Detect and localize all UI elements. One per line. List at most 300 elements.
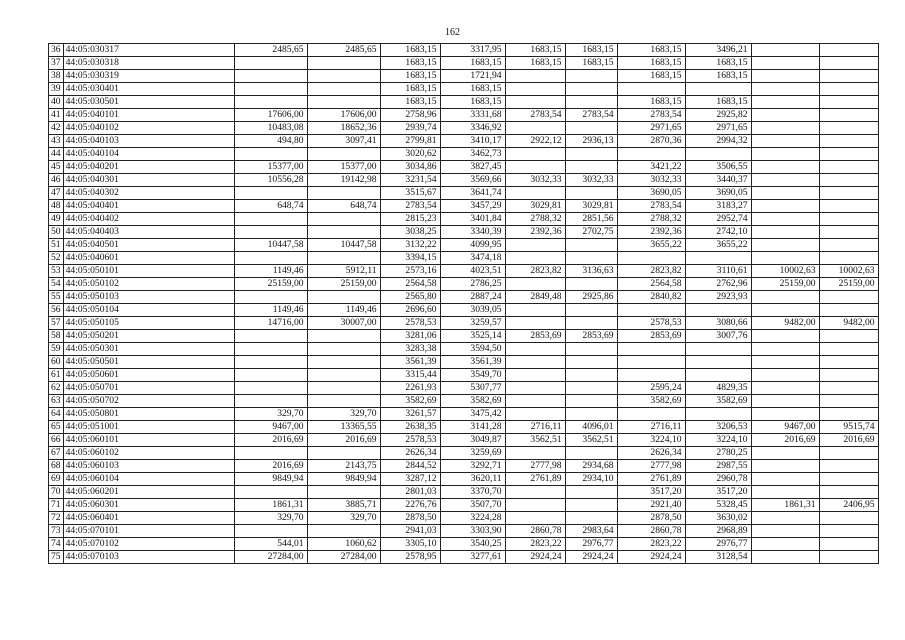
table-row	[49, 382, 879, 395]
row-number-cell: 59	[49, 343, 64, 356]
table-row	[49, 499, 879, 512]
value-cell	[685, 304, 751, 317]
value-cell	[565, 382, 617, 395]
value-cell: 2936,13	[565, 135, 617, 148]
table-row	[49, 460, 879, 473]
value-cell	[819, 70, 878, 83]
value-cell: 3038,25	[380, 226, 440, 239]
value-cell: 2780,25	[685, 447, 751, 460]
value-cell	[819, 83, 878, 96]
value-cell	[565, 304, 617, 317]
value-cell: 9515,74	[819, 421, 878, 434]
row-number-cell: 51	[49, 239, 64, 252]
value-cell	[505, 83, 565, 96]
value-cell	[751, 226, 819, 239]
cadastral-number-cell: 44:05:040403	[63, 226, 234, 239]
value-cell	[307, 525, 380, 538]
row-number-cell: 68	[49, 460, 64, 473]
value-cell	[565, 161, 617, 174]
value-cell: 3474,18	[440, 252, 505, 265]
value-cell: 2261,93	[380, 382, 440, 395]
value-cell: 1861,31	[751, 499, 819, 512]
value-cell: 1683,15	[565, 57, 617, 70]
value-cell	[819, 200, 878, 213]
value-cell: 1683,15	[505, 44, 565, 57]
value-cell: 2565,80	[380, 291, 440, 304]
value-cell: 1149,46	[234, 265, 307, 278]
value-cell: 2924,24	[565, 551, 617, 564]
value-cell	[234, 226, 307, 239]
row-number-cell: 54	[49, 278, 64, 291]
cadastral-number-cell: 44:05:060401	[63, 512, 234, 525]
table-row	[49, 447, 879, 460]
value-cell	[505, 408, 565, 421]
table-row	[49, 486, 879, 499]
value-cell: 2016,69	[234, 460, 307, 473]
value-cell: 1683,15	[565, 44, 617, 57]
value-cell	[505, 343, 565, 356]
value-cell: 1683,15	[505, 57, 565, 70]
value-cell	[234, 356, 307, 369]
value-cell: 2016,69	[307, 434, 380, 447]
value-cell: 648,74	[307, 200, 380, 213]
value-cell: 3020,62	[380, 148, 440, 161]
value-cell: 3034,86	[380, 161, 440, 174]
value-cell: 3517,20	[617, 486, 685, 499]
value-cell: 9849,94	[307, 473, 380, 486]
value-cell	[307, 148, 380, 161]
value-cell	[565, 317, 617, 330]
value-cell: 9849,94	[234, 473, 307, 486]
row-number-cell: 72	[49, 512, 64, 525]
cadastral-number-cell: 44:05:030317	[63, 44, 234, 57]
value-cell	[751, 486, 819, 499]
row-number-cell: 49	[49, 213, 64, 226]
value-cell: 2823,82	[505, 265, 565, 278]
value-cell: 1683,15	[685, 70, 751, 83]
table-row	[49, 408, 879, 421]
value-cell	[565, 369, 617, 382]
value-cell: 3517,20	[685, 486, 751, 499]
value-cell	[565, 239, 617, 252]
cadastral-number-cell: 44:05:040101	[63, 109, 234, 122]
value-cell: 2777,98	[505, 460, 565, 473]
value-cell: 3315,44	[380, 369, 440, 382]
value-cell	[751, 148, 819, 161]
value-cell	[751, 512, 819, 525]
value-cell: 2578,53	[380, 434, 440, 447]
row-number-cell: 55	[49, 291, 64, 304]
value-cell	[819, 239, 878, 252]
value-cell: 2783,54	[617, 200, 685, 213]
value-cell: 3655,22	[617, 239, 685, 252]
value-cell	[751, 356, 819, 369]
value-cell	[819, 96, 878, 109]
value-cell: 2971,65	[617, 122, 685, 135]
value-cell: 27284,00	[234, 551, 307, 564]
value-cell	[505, 148, 565, 161]
value-cell: 1683,15	[440, 96, 505, 109]
value-cell	[307, 382, 380, 395]
value-cell	[565, 512, 617, 525]
value-cell: 3110,61	[685, 265, 751, 278]
table-row	[49, 57, 879, 70]
value-cell	[565, 499, 617, 512]
value-cell: 10447,58	[234, 239, 307, 252]
value-cell	[819, 252, 878, 265]
cadastral-number-cell: 44:05:050701	[63, 382, 234, 395]
value-cell: 1683,15	[617, 70, 685, 83]
value-cell: 2801,03	[380, 486, 440, 499]
value-cell	[819, 356, 878, 369]
value-cell: 1149,46	[234, 304, 307, 317]
table-row	[49, 70, 879, 83]
value-cell: 2788,32	[617, 213, 685, 226]
value-cell: 494,80	[234, 135, 307, 148]
value-cell: 2860,78	[617, 525, 685, 538]
value-cell: 2016,69	[819, 434, 878, 447]
value-cell	[505, 252, 565, 265]
value-cell: 3032,33	[617, 174, 685, 187]
value-cell	[505, 512, 565, 525]
value-cell	[617, 343, 685, 356]
row-number-cell: 73	[49, 525, 64, 538]
value-cell	[565, 486, 617, 499]
cadastral-number-cell: 44:05:050104	[63, 304, 234, 317]
value-cell	[307, 213, 380, 226]
value-cell	[819, 486, 878, 499]
value-cell: 2276,76	[380, 499, 440, 512]
table-row	[49, 174, 879, 187]
row-number-cell: 36	[49, 44, 64, 57]
value-cell	[307, 96, 380, 109]
value-cell: 2786,25	[440, 278, 505, 291]
value-cell: 2887,24	[440, 291, 505, 304]
value-cell	[505, 486, 565, 499]
value-cell: 15377,00	[307, 161, 380, 174]
value-cell	[685, 343, 751, 356]
value-cell: 2783,54	[617, 109, 685, 122]
value-cell: 9467,00	[234, 421, 307, 434]
value-cell	[751, 525, 819, 538]
value-cell: 2777,98	[617, 460, 685, 473]
value-cell	[565, 408, 617, 421]
cadastral-number-cell: 44:05:060101	[63, 434, 234, 447]
value-cell: 3421,22	[617, 161, 685, 174]
cadastral-number-cell: 44:05:070102	[63, 538, 234, 551]
cadastral-number-cell: 44:05:040401	[63, 200, 234, 213]
value-cell	[751, 473, 819, 486]
table-row	[49, 252, 879, 265]
value-cell: 3007,76	[685, 330, 751, 343]
value-cell: 10483,08	[234, 122, 307, 135]
value-cell: 2934,10	[565, 473, 617, 486]
cadastral-number-cell: 44:05:030318	[63, 57, 234, 70]
value-cell: 3080,66	[685, 317, 751, 330]
value-cell: 3049,87	[440, 434, 505, 447]
value-cell: 1683,15	[617, 44, 685, 57]
table-row	[49, 512, 879, 525]
value-cell: 2840,82	[617, 291, 685, 304]
value-cell: 2783,54	[505, 109, 565, 122]
cadastral-number-cell: 44:05:050501	[63, 356, 234, 369]
value-cell: 329,70	[234, 512, 307, 525]
value-cell	[751, 343, 819, 356]
value-cell	[751, 538, 819, 551]
value-cell	[751, 252, 819, 265]
value-cell	[505, 317, 565, 330]
value-cell: 3259,69	[440, 447, 505, 460]
value-cell	[685, 408, 751, 421]
value-cell	[819, 109, 878, 122]
table-row	[49, 369, 879, 382]
value-cell	[234, 395, 307, 408]
table-row	[49, 317, 879, 330]
value-cell	[751, 460, 819, 473]
table-row	[49, 226, 879, 239]
value-cell	[819, 161, 878, 174]
value-cell	[234, 291, 307, 304]
cadastral-number-cell: 44:05:040601	[63, 252, 234, 265]
value-cell: 2823,82	[617, 265, 685, 278]
value-cell: 3582,69	[440, 395, 505, 408]
row-number-cell: 64	[49, 408, 64, 421]
value-cell: 2823,22	[505, 538, 565, 551]
value-cell: 2761,89	[617, 473, 685, 486]
value-cell: 3506,55	[685, 161, 751, 174]
cadastral-number-cell: 44:05:040501	[63, 239, 234, 252]
cadastral-number-cell: 44:05:060301	[63, 499, 234, 512]
value-cell	[617, 369, 685, 382]
value-cell	[617, 304, 685, 317]
value-cell	[751, 70, 819, 83]
value-cell: 2758,96	[380, 109, 440, 122]
value-cell: 2952,74	[685, 213, 751, 226]
value-cell	[234, 70, 307, 83]
value-cell: 3582,69	[617, 395, 685, 408]
value-cell: 25159,00	[819, 278, 878, 291]
value-cell: 1683,15	[685, 96, 751, 109]
value-cell: 3128,54	[685, 551, 751, 564]
value-cell: 2878,50	[380, 512, 440, 525]
value-cell: 27284,00	[307, 551, 380, 564]
value-cell: 2716,11	[617, 421, 685, 434]
value-cell: 3292,71	[440, 460, 505, 473]
row-number-cell: 62	[49, 382, 64, 395]
value-cell: 3136,63	[565, 265, 617, 278]
value-cell: 2853,69	[505, 330, 565, 343]
value-cell	[819, 304, 878, 317]
value-cell	[751, 122, 819, 135]
value-cell	[819, 538, 878, 551]
value-cell	[505, 395, 565, 408]
value-cell: 3475,42	[440, 408, 505, 421]
table-row	[49, 161, 879, 174]
value-cell	[565, 96, 617, 109]
value-cell	[505, 122, 565, 135]
value-cell: 2564,58	[380, 278, 440, 291]
value-cell: 3620,11	[440, 473, 505, 486]
value-cell	[505, 187, 565, 200]
value-cell	[234, 369, 307, 382]
value-cell: 3827,45	[440, 161, 505, 174]
value-cell: 3690,05	[617, 187, 685, 200]
cadastral-number-cell: 44:05:050201	[63, 330, 234, 343]
value-cell: 3039,05	[440, 304, 505, 317]
table-row	[49, 395, 879, 408]
value-cell: 3132,22	[380, 239, 440, 252]
table-row	[49, 343, 879, 356]
row-number-cell: 56	[49, 304, 64, 317]
value-cell: 1683,15	[380, 83, 440, 96]
value-cell: 10002,63	[819, 265, 878, 278]
value-cell: 2823,22	[617, 538, 685, 551]
value-cell: 3440,37	[685, 174, 751, 187]
value-cell: 3261,57	[380, 408, 440, 421]
value-cell: 2870,36	[617, 135, 685, 148]
value-cell	[751, 135, 819, 148]
row-number-cell: 52	[49, 252, 64, 265]
value-cell: 10447,58	[307, 239, 380, 252]
value-cell	[685, 252, 751, 265]
value-cell: 3224,10	[617, 434, 685, 447]
value-cell	[234, 83, 307, 96]
cadastral-number-cell: 44:05:050601	[63, 369, 234, 382]
value-cell: 2934,68	[565, 460, 617, 473]
value-cell	[685, 356, 751, 369]
table-body	[49, 44, 879, 564]
value-cell	[307, 70, 380, 83]
value-cell: 2878,50	[617, 512, 685, 525]
value-cell: 10002,63	[751, 265, 819, 278]
value-cell	[565, 187, 617, 200]
row-number-cell: 43	[49, 135, 64, 148]
value-cell	[819, 525, 878, 538]
row-number-cell: 67	[49, 447, 64, 460]
value-cell	[307, 83, 380, 96]
value-cell: 17606,00	[234, 109, 307, 122]
value-cell: 2485,65	[234, 44, 307, 57]
value-cell	[819, 460, 878, 473]
value-cell	[505, 70, 565, 83]
value-cell: 2783,54	[565, 109, 617, 122]
table-row	[49, 239, 879, 252]
value-cell	[819, 343, 878, 356]
row-number-cell: 60	[49, 356, 64, 369]
value-cell: 3206,53	[685, 421, 751, 434]
value-cell: 3259,57	[440, 317, 505, 330]
value-cell	[234, 447, 307, 460]
table-row	[49, 538, 879, 551]
table-row	[49, 473, 879, 486]
table-row	[49, 434, 879, 447]
value-cell	[819, 408, 878, 421]
value-cell	[751, 174, 819, 187]
value-cell: 3457,29	[440, 200, 505, 213]
value-cell: 3032,33	[505, 174, 565, 187]
value-cell: 3515,67	[380, 187, 440, 200]
value-cell: 2844,52	[380, 460, 440, 473]
value-cell: 3562,51	[505, 434, 565, 447]
value-cell: 3525,14	[440, 330, 505, 343]
table-row	[49, 265, 879, 278]
value-cell	[751, 187, 819, 200]
value-cell	[819, 213, 878, 226]
value-cell: 1149,46	[307, 304, 380, 317]
value-cell	[505, 382, 565, 395]
value-cell	[307, 356, 380, 369]
value-cell: 3032,33	[565, 174, 617, 187]
value-cell: 1060,62	[307, 538, 380, 551]
value-cell	[565, 447, 617, 460]
value-cell: 2573,16	[380, 265, 440, 278]
value-cell: 329,70	[307, 512, 380, 525]
value-cell	[819, 44, 878, 57]
value-cell: 30007,00	[307, 317, 380, 330]
value-cell	[565, 343, 617, 356]
value-cell: 648,74	[234, 200, 307, 213]
page-number: 162	[445, 27, 460, 38]
cadastral-number-cell: 44:05:051001	[63, 421, 234, 434]
value-cell	[819, 122, 878, 135]
value-cell	[307, 57, 380, 70]
value-cell: 2578,95	[380, 551, 440, 564]
value-cell	[751, 161, 819, 174]
cadastral-number-cell: 44:05:050702	[63, 395, 234, 408]
value-cell: 4096,01	[565, 421, 617, 434]
value-cell	[617, 408, 685, 421]
value-cell: 1683,15	[440, 57, 505, 70]
cadastral-number-cell: 44:05:050301	[63, 343, 234, 356]
value-cell	[751, 83, 819, 96]
cadastral-number-cell: 44:05:050102	[63, 278, 234, 291]
value-cell: 25159,00	[751, 278, 819, 291]
table-row	[49, 96, 879, 109]
cadastral-number-cell: 44:05:070101	[63, 525, 234, 538]
value-cell	[307, 330, 380, 343]
value-cell	[565, 356, 617, 369]
value-cell: 2853,69	[565, 330, 617, 343]
value-cell	[685, 369, 751, 382]
value-cell: 2761,89	[505, 473, 565, 486]
value-cell	[751, 239, 819, 252]
value-cell	[505, 499, 565, 512]
value-cell: 2788,32	[505, 213, 565, 226]
table-row	[49, 304, 879, 317]
value-cell	[307, 447, 380, 460]
value-cell: 3303,90	[440, 525, 505, 538]
row-number-cell: 58	[49, 330, 64, 343]
value-cell: 3410,17	[440, 135, 505, 148]
value-cell: 3331,68	[440, 109, 505, 122]
value-cell: 2960,78	[685, 473, 751, 486]
row-number-cell: 66	[49, 434, 64, 447]
value-cell	[565, 278, 617, 291]
value-cell: 3561,39	[440, 356, 505, 369]
value-cell: 2638,35	[380, 421, 440, 434]
value-cell	[751, 96, 819, 109]
value-cell: 10556,28	[234, 174, 307, 187]
value-cell: 2853,69	[617, 330, 685, 343]
value-cell	[505, 278, 565, 291]
value-cell: 2921,40	[617, 499, 685, 512]
value-cell: 2716,11	[505, 421, 565, 434]
row-number-cell: 40	[49, 96, 64, 109]
value-cell	[234, 213, 307, 226]
row-number-cell: 70	[49, 486, 64, 499]
cadastral-number-cell: 44:05:040201	[63, 161, 234, 174]
value-cell: 3317,95	[440, 44, 505, 57]
